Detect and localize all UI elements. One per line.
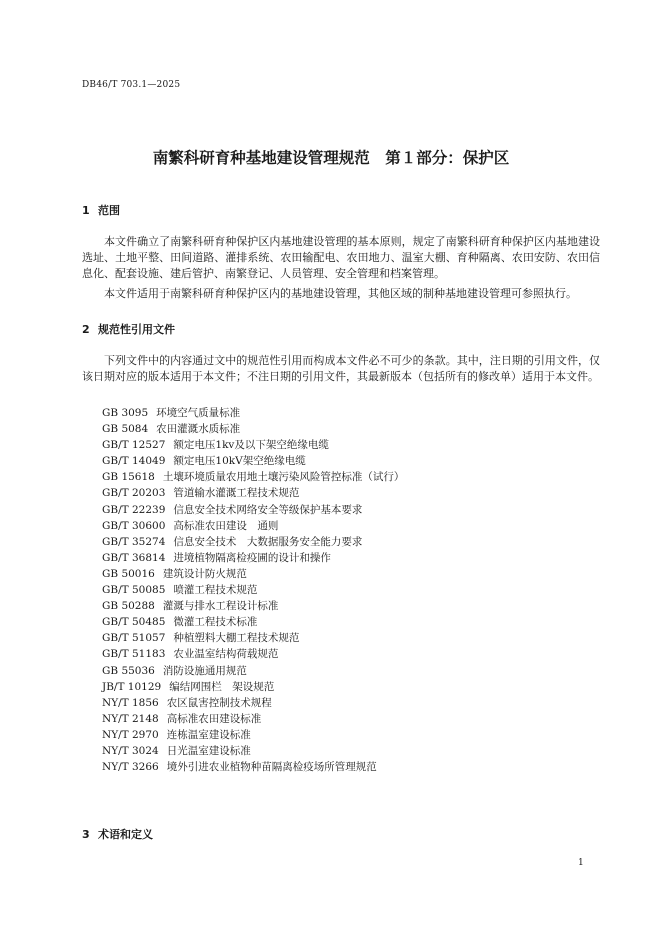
reference-code: NY/T 1856 [102,696,159,709]
reference-item [102,663,404,679]
reference-item [102,550,404,566]
reference-item [102,630,404,646]
section-number: 2 [82,323,90,336]
page-number: 1 [578,858,584,868]
reference-title: 消防设施通用规范 [162,664,247,677]
reference-code: NY/T 3024 [102,744,159,757]
section-number: 1 [82,204,90,217]
reference-item [102,437,404,453]
reference-code: GB/T 20203 [102,487,166,500]
reference-title: 农区鼠害控制技术规程 [166,696,272,709]
reference-code: GB/T 50485 [102,616,166,629]
reference-code: GB/T 50085 [102,584,166,597]
reference-title: 信息安全技术 大数据服务安全能力要求 [173,535,363,548]
section-title: 规范性引用文件 [98,323,175,336]
reference-title: 灌溉与排水工程设计标准 [162,600,279,613]
reference-code: GB/T 22239 [102,503,166,516]
document-code: DB46/T 703.1—2025 [82,80,181,90]
reference-item [102,743,404,759]
reference-list [102,405,404,775]
reference-item [102,582,404,598]
reference-title: 环境空气质量标准 [156,407,241,419]
scope-paragraph-1: 本文件确立了南繁科研育种保护区内基地建设管理的基本原则，规定了南繁科研育种保护区内基地建设选址、土地平整、田间道路、灌排系统、农田输配电、农田地力、温室大棚、育种隔离、农田安防、农田信息化、配套设施、建后管护、南繁登记、人员管理、安全管理和档案管理。 [82,235,600,280]
reference-item [102,598,404,614]
scope-paragraph-2: 本文件适用于南繁科研育种保护区内的基地建设管理，其他区域的制种基地建设管理可参照执行。 [104,287,577,300]
reference-title: 管道输水灌溉工程技术规范 [173,487,300,500]
normative-references-intro: 下列文件中的内容通过文中的规范性引用而构成本文件必不可少的条款。其中，注日期的引用文件，仅该日期对应的版本适用于本文件；不注日期的引用文件，其最新版本（包括所有的修改单）适用于本文件。 [82,354,600,383]
section-1-heading [82,202,120,218]
reference-item [102,646,404,662]
reference-title: 种植塑料大棚工程技术规范 [173,632,300,645]
reference-code: GB 50288 [102,600,155,613]
reference-title: 额定电压1kv及以下架空绝缘电缆 [173,439,329,452]
reference-title: 进境植物隔离检疫圃的设计和操作 [173,551,331,564]
reference-code: GB 5084 [102,423,149,436]
reference-item [102,566,404,582]
reference-item [102,485,404,501]
reference-title: 农田灌溉水质标准 [156,423,241,436]
section-2-heading [82,321,175,337]
reference-code: GB 55036 [102,664,155,677]
reference-item [102,518,404,534]
reference-code: NY/T 3266 [102,761,159,774]
reference-title: 喷灌工程技术规范 [173,584,258,597]
reference-code: NY/T 2148 [102,712,159,725]
reference-title: 编结网围栏 架设规范 [169,680,275,693]
reference-title: 高标准农田建设 通则 [173,519,279,532]
reference-code: GB/T 51057 [102,632,166,645]
reference-title: 信息安全技术网络安全等级保护基本要求 [173,503,363,516]
reference-title: 日光温室建设标准 [166,744,251,757]
reference-item [102,534,404,550]
reference-code: GB/T 30600 [102,519,166,532]
reference-code: NY/T 2970 [102,728,159,741]
reference-title: 境外引进农业植物种苗隔离检疫场所管理规范 [166,761,377,774]
reference-item [102,759,404,775]
reference-item [102,679,404,695]
section-title: 术语和定义 [98,828,153,841]
reference-item [102,421,404,437]
section-3-heading [82,826,153,842]
reference-title: 高标准农田建设标准 [166,712,262,725]
reference-code: JB/T 10129 [102,680,162,693]
reference-code: GB 50016 [102,567,155,580]
reference-item [102,695,404,711]
reference-code: GB/T 51183 [102,648,166,661]
reference-item [102,614,404,630]
reference-title: 农业温室结构荷载规范 [173,648,279,661]
reference-title: 建筑设计防火规范 [162,567,247,580]
reference-item [102,405,404,421]
document-title: 南繁科研育种基地建设管理规范 第１部分：保护区 [152,149,510,167]
reference-code: GB 3095 [102,407,149,419]
reference-title: 连栋温室建设标准 [166,728,251,741]
reference-code: GB/T 35274 [102,535,166,548]
reference-code: GB/T 36814 [102,551,166,564]
section-title: 范围 [98,204,120,217]
reference-item [102,711,404,727]
reference-title: 额定电压10kV架空绝缘电缆 [173,455,306,468]
reference-item [102,453,404,469]
section-number: 3 [82,828,90,841]
reference-code: GB/T 14049 [102,455,166,468]
reference-title: 土壤环境质量农用地土壤污染风险管控标准（试行） [162,471,405,484]
reference-item [102,502,404,518]
reference-item [102,727,404,743]
reference-title: 微灌工程技术标准 [173,616,258,629]
reference-item [102,469,404,485]
reference-code: GB/T 12527 [102,439,166,452]
reference-code: GB 15618 [102,471,155,484]
